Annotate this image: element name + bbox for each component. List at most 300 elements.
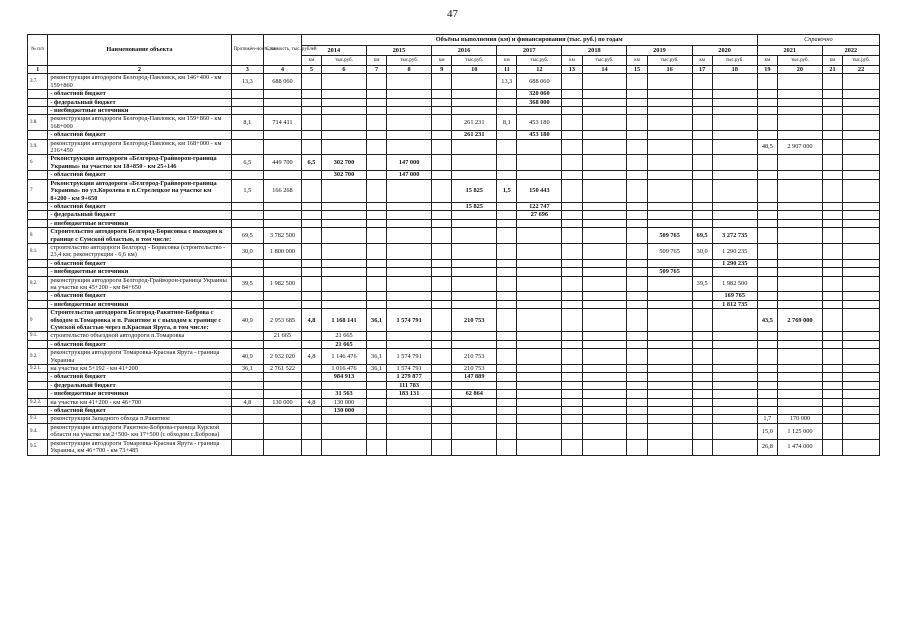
km-cell <box>562 365 582 373</box>
amount-cell: 15 825 <box>452 202 497 210</box>
amount-cell <box>322 243 367 259</box>
amount-cell <box>322 228 367 244</box>
km-cell <box>627 131 647 139</box>
km-cell <box>627 390 647 398</box>
km-cell <box>822 259 842 267</box>
cost-cell <box>264 407 302 415</box>
object-name: - федеральный бюджет <box>48 98 231 106</box>
km-cell <box>757 107 777 115</box>
km-cell <box>627 179 647 202</box>
amount-cell <box>387 407 432 415</box>
cost-cell: 166 268 <box>264 179 302 202</box>
km-cell: 69,5 <box>692 228 712 244</box>
column-index: 5 <box>301 66 321 74</box>
km-cell <box>497 332 517 340</box>
table-row <box>28 179 880 202</box>
object-name: реконструкция автодороги Белгород-Грайворон-граница Украины на участке км 45+200 - км 84+650 <box>48 276 231 292</box>
cost-cell <box>264 171 302 179</box>
amount-cell <box>778 107 823 115</box>
column-index: 18 <box>712 66 757 74</box>
amount-cell: 170 000 <box>778 415 823 423</box>
amount-cell <box>712 74 757 90</box>
column-index: 3 <box>231 66 264 74</box>
km-cell <box>692 139 712 155</box>
km-cell <box>692 155 712 171</box>
cost-cell <box>264 381 302 389</box>
amount-cell: 1 290 235 <box>712 243 757 259</box>
length-cell: 13,3 <box>231 74 264 90</box>
cost-cell: 21 665 <box>264 332 302 340</box>
amount-cell <box>387 115 432 131</box>
length-cell <box>231 300 264 308</box>
amount-cell <box>843 211 880 219</box>
amount-cell <box>582 228 627 244</box>
row-number: 9.5. <box>28 439 48 455</box>
amount-cell <box>517 340 562 348</box>
amount-cell <box>517 243 562 259</box>
km-cell <box>692 90 712 98</box>
km-cell <box>366 439 386 455</box>
km-cell <box>497 98 517 106</box>
km-cell <box>366 259 386 267</box>
amount-cell: 210 753 <box>452 309 497 332</box>
km-cell <box>627 439 647 455</box>
table-row <box>28 243 880 259</box>
km-cell <box>366 228 386 244</box>
km-cell <box>562 407 582 415</box>
km-cell <box>562 131 582 139</box>
object-name: - внебюджетные источники <box>48 219 231 227</box>
row-number: 9.1. <box>28 332 48 340</box>
amount-cell <box>647 155 692 171</box>
object-name: реконструкция автодороги Томаровка-Красная Яруга - граница Украины <box>48 349 231 365</box>
amount-cell <box>322 74 367 90</box>
km-cell <box>301 243 321 259</box>
km-header: км <box>432 56 452 66</box>
amount-cell <box>843 309 880 332</box>
amount-cell <box>517 309 562 332</box>
km-cell <box>432 211 452 219</box>
length-cell <box>231 219 264 227</box>
km-cell <box>692 179 712 202</box>
object-name: Реконструкция автодороги «Белгород-Грайворон-граница Украины» на участке км 18+850 - км 25+146 <box>48 155 231 171</box>
amount-cell <box>452 211 497 219</box>
km-cell <box>301 107 321 115</box>
amount-cell <box>582 373 627 381</box>
column-index: 2 <box>48 66 231 74</box>
amount-cell: 302 700 <box>322 171 367 179</box>
km-cell <box>562 74 582 90</box>
km-cell <box>627 259 647 267</box>
amount-cell <box>647 309 692 332</box>
amount-cell <box>843 139 880 155</box>
amount-cell <box>712 268 757 276</box>
amount-cell <box>843 365 880 373</box>
column-index: 1 <box>28 66 48 74</box>
amount-cell: 509 765 <box>647 243 692 259</box>
amount-cell <box>778 202 823 210</box>
cost-cell: 688 060 <box>264 74 302 90</box>
row-number <box>28 219 48 227</box>
amount-cell <box>647 300 692 308</box>
km-cell <box>757 243 777 259</box>
amount-cell <box>778 259 823 267</box>
amount-cell <box>647 98 692 106</box>
cost-cell <box>264 98 302 106</box>
cost-cell: 130 000 <box>264 398 302 406</box>
amount-cell <box>517 407 562 415</box>
amount-cell <box>387 139 432 155</box>
km-cell <box>562 415 582 423</box>
km-cell <box>497 340 517 348</box>
km-cell <box>432 398 452 406</box>
km-cell <box>757 292 777 300</box>
cost-cell <box>264 90 302 98</box>
amount-cell <box>387 259 432 267</box>
amount-cell <box>778 98 823 106</box>
length-cell <box>231 259 264 267</box>
trub-header: тыс.руб. <box>322 56 367 66</box>
km-cell <box>366 292 386 300</box>
km-cell <box>562 211 582 219</box>
km-cell <box>432 407 452 415</box>
km-cell <box>432 340 452 348</box>
amount-cell <box>712 349 757 365</box>
amount-cell <box>387 268 432 276</box>
km-cell <box>757 74 777 90</box>
length-cell <box>231 390 264 398</box>
km-cell <box>301 139 321 155</box>
amount-cell <box>582 423 627 439</box>
amount-cell <box>712 202 757 210</box>
amount-cell <box>778 390 823 398</box>
cost-cell: 2 761 522 <box>264 365 302 373</box>
row-number <box>28 407 48 415</box>
km-cell <box>301 228 321 244</box>
km-cell <box>692 259 712 267</box>
amount-cell <box>517 259 562 267</box>
km-cell <box>562 309 582 332</box>
trub-header: тыс.руб. <box>387 56 432 66</box>
amount-cell <box>647 259 692 267</box>
length-cell <box>231 268 264 276</box>
cost-cell <box>264 268 302 276</box>
amount-cell: 1 125 000 <box>778 423 823 439</box>
object-name: реконструкция автодороги Ракитное-Боброва-граница Курской области на участке км 2+500- км 17+500 (с обходом с.Боброва) <box>48 423 231 439</box>
km-cell <box>301 381 321 389</box>
amount-cell <box>517 292 562 300</box>
object-name: Строительство автодороги Белгород-Ракитное-Боброва с обходом п.Томаровка и п. Ракитное и с выходом к границе с Сумской областью через п.Красная Яруга, в том числе: <box>48 309 231 332</box>
table-row <box>28 398 880 406</box>
amount-cell: 147 000 <box>387 171 432 179</box>
cost-cell: 714 411 <box>264 115 302 131</box>
km-cell <box>366 340 386 348</box>
km-cell <box>627 332 647 340</box>
row-number <box>28 171 48 179</box>
km-cell <box>757 219 777 227</box>
amount-cell <box>582 381 627 389</box>
length-cell <box>231 139 264 155</box>
km-cell <box>497 390 517 398</box>
km-cell <box>432 292 452 300</box>
amount-cell <box>712 332 757 340</box>
km-cell <box>627 211 647 219</box>
km-cell <box>822 228 842 244</box>
cost-cell <box>264 139 302 155</box>
amount-cell <box>582 202 627 210</box>
table-row <box>28 332 880 340</box>
row-number: 8 <box>28 228 48 244</box>
km-cell <box>432 373 452 381</box>
amount-cell <box>843 98 880 106</box>
km-cell <box>692 202 712 210</box>
km-cell <box>757 300 777 308</box>
amount-cell <box>582 219 627 227</box>
amount-cell: 2 907 000 <box>778 139 823 155</box>
trub-header: тыс.руб. <box>517 56 562 66</box>
amount-cell <box>387 219 432 227</box>
amount-cell <box>647 90 692 98</box>
length-cell <box>231 90 264 98</box>
year-header: 2015 <box>366 46 431 56</box>
km-cell <box>366 179 386 202</box>
km-cell <box>301 90 321 98</box>
km-cell <box>627 373 647 381</box>
table-row <box>28 276 880 292</box>
amount-cell: 3 272 735 <box>712 228 757 244</box>
amount-cell <box>647 276 692 292</box>
km-cell <box>822 390 842 398</box>
amount-cell <box>452 268 497 276</box>
length-cell: 4,8 <box>231 398 264 406</box>
amount-cell <box>582 439 627 455</box>
km-cell: 36,1 <box>366 365 386 373</box>
amount-cell <box>387 340 432 348</box>
km-cell <box>432 365 452 373</box>
length-cell <box>231 211 264 219</box>
amount-cell: 509 765 <box>647 228 692 244</box>
km-cell <box>692 292 712 300</box>
km-cell <box>627 423 647 439</box>
object-name: на участке км 41+200 - км 46+700 <box>48 398 231 406</box>
amount-cell: 27 696 <box>517 211 562 219</box>
amount-cell <box>582 98 627 106</box>
km-cell <box>432 268 452 276</box>
km-cell <box>497 423 517 439</box>
amount-cell <box>582 171 627 179</box>
km-cell <box>822 219 842 227</box>
year-header: 2018 <box>562 46 627 56</box>
table-row <box>28 423 880 439</box>
amount-cell <box>322 115 367 131</box>
amount-cell: 261 231 <box>452 115 497 131</box>
amount-cell <box>582 107 627 115</box>
km-cell <box>301 300 321 308</box>
amount-cell <box>647 381 692 389</box>
km-cell <box>432 74 452 90</box>
km-cell <box>301 98 321 106</box>
year-header: 2016 <box>432 46 497 56</box>
km-cell <box>562 332 582 340</box>
amount-cell: 31 563 <box>322 390 367 398</box>
row-number <box>28 390 48 398</box>
km-cell <box>562 349 582 365</box>
object-name: строительство объездной автодороги п.Томаровка <box>48 332 231 340</box>
km-cell <box>497 211 517 219</box>
amount-cell <box>582 155 627 171</box>
row-number: 7 <box>28 179 48 202</box>
amount-cell <box>387 332 432 340</box>
km-cell <box>627 292 647 300</box>
cost-cell <box>264 300 302 308</box>
amount-cell <box>712 309 757 332</box>
amount-cell <box>582 276 627 292</box>
amount-cell <box>582 415 627 423</box>
amount-cell <box>387 276 432 292</box>
amount-cell <box>712 381 757 389</box>
km-cell <box>757 332 777 340</box>
km-cell <box>497 292 517 300</box>
amount-cell <box>843 74 880 90</box>
km-cell <box>497 243 517 259</box>
table-row <box>28 155 880 171</box>
amount-cell <box>387 415 432 423</box>
column-index-row <box>28 66 880 74</box>
table-row <box>28 309 880 332</box>
object-name: - областной бюджет <box>48 340 231 348</box>
year-header: 2020 <box>692 46 757 56</box>
km-cell <box>627 107 647 115</box>
km-cell <box>301 179 321 202</box>
km-cell <box>822 300 842 308</box>
km-cell <box>822 155 842 171</box>
km-cell <box>627 415 647 423</box>
km-cell <box>692 309 712 332</box>
object-name: - внебюджетные источники <box>48 390 231 398</box>
amount-cell <box>647 131 692 139</box>
km-cell <box>692 398 712 406</box>
km-cell <box>366 243 386 259</box>
amount-cell <box>712 390 757 398</box>
row-number <box>28 90 48 98</box>
km-cell <box>692 211 712 219</box>
amount-cell <box>322 415 367 423</box>
km-header: км <box>497 56 517 66</box>
km-cell <box>366 211 386 219</box>
amount-cell: 1 146 476 <box>322 349 367 365</box>
row-number <box>28 292 48 300</box>
amount-cell <box>647 107 692 115</box>
amount-cell <box>452 276 497 292</box>
amount-cell <box>647 219 692 227</box>
amount-cell <box>452 228 497 244</box>
length-cell: 36,1 <box>231 365 264 373</box>
amount-cell <box>647 407 692 415</box>
amount-cell <box>778 179 823 202</box>
column-index: 15 <box>627 66 647 74</box>
cost-cell: 449 700 <box>264 155 302 171</box>
cost-cell: 2 953 685 <box>264 309 302 332</box>
km-header: км <box>366 56 386 66</box>
column-index: 13 <box>562 66 582 74</box>
km-cell <box>497 398 517 406</box>
amount-cell <box>843 202 880 210</box>
amount-cell <box>647 171 692 179</box>
amount-cell <box>712 139 757 155</box>
header-name: Наименование объекта <box>48 35 231 66</box>
km-cell <box>822 407 842 415</box>
km-cell: 1,7 <box>757 415 777 423</box>
km-cell <box>757 90 777 98</box>
amount-cell <box>647 349 692 365</box>
amount-cell <box>647 415 692 423</box>
amount-cell <box>452 219 497 227</box>
table-row <box>28 139 880 155</box>
km-header: км <box>822 56 842 66</box>
table-row <box>28 390 880 398</box>
km-cell <box>366 171 386 179</box>
amount-cell <box>778 115 823 131</box>
amount-cell <box>712 107 757 115</box>
amount-cell <box>322 202 367 210</box>
table-row <box>28 365 880 373</box>
column-index: 11 <box>497 66 517 74</box>
amount-cell <box>843 423 880 439</box>
km-cell <box>692 390 712 398</box>
length-cell <box>231 340 264 348</box>
amount-cell <box>843 179 880 202</box>
amount-cell <box>647 202 692 210</box>
amount-cell <box>778 219 823 227</box>
amount-cell <box>387 228 432 244</box>
km-cell <box>692 300 712 308</box>
year-header: 2022 <box>822 46 879 56</box>
km-cell <box>366 131 386 139</box>
amount-cell: 1 812 735 <box>712 300 757 308</box>
amount-cell: 368 000 <box>517 98 562 106</box>
amount-cell <box>778 365 823 373</box>
km-cell <box>432 415 452 423</box>
km-cell <box>366 98 386 106</box>
km-cell <box>366 155 386 171</box>
km-cell: 39,5 <box>692 276 712 292</box>
amount-cell <box>387 211 432 219</box>
amount-cell <box>322 268 367 276</box>
trub-header: тыс.руб. <box>712 56 757 66</box>
amount-cell <box>452 340 497 348</box>
amount-cell <box>647 373 692 381</box>
row-number <box>28 211 48 219</box>
amount-cell: 147 000 <box>387 155 432 171</box>
km-cell <box>757 276 777 292</box>
row-number <box>28 373 48 381</box>
km-cell <box>301 211 321 219</box>
amount-cell <box>322 98 367 106</box>
km-cell <box>757 398 777 406</box>
row-number: 3.9. <box>28 139 48 155</box>
table-row <box>28 300 880 308</box>
amount-cell <box>387 131 432 139</box>
table-row <box>28 171 880 179</box>
row-number: 8.1. <box>28 243 48 259</box>
amount-cell: 15 825 <box>452 179 497 202</box>
table-row <box>28 90 880 98</box>
amount-cell <box>843 228 880 244</box>
km-cell <box>301 373 321 381</box>
amount-cell <box>843 90 880 98</box>
object-name: - областной бюджет <box>48 259 231 267</box>
km-header: км <box>757 56 777 66</box>
